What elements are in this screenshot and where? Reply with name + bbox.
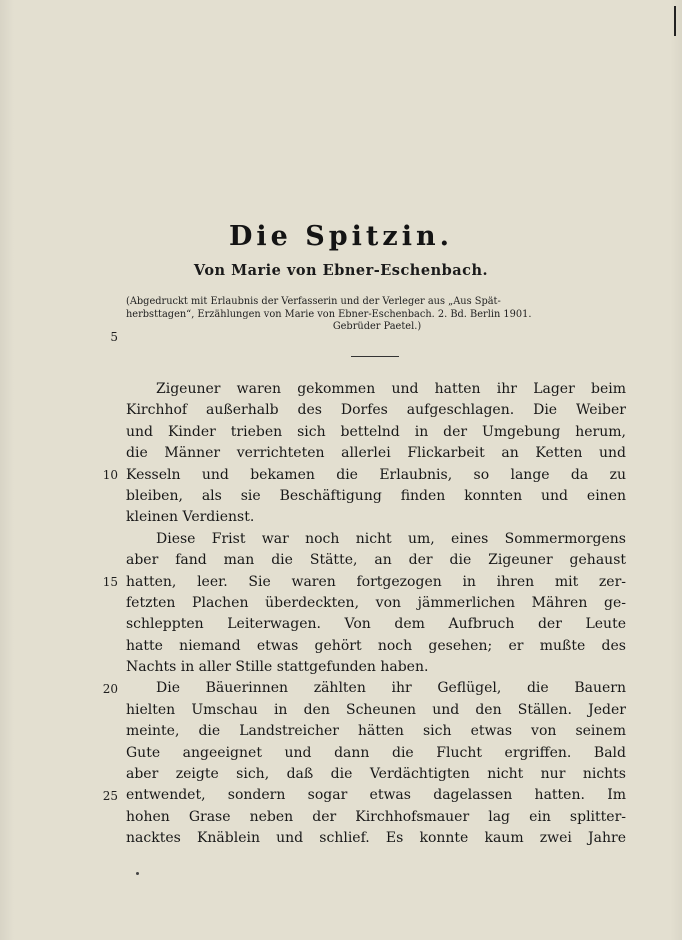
source-note-line: herbsttagen“, Erzählungen von Marie von Ebner-Eschenbach. 2. Bd. Berlin 1901. — [126, 308, 532, 320]
source-note-line: (Abgedruckt mit Erlaubnis der Verfasserin und der Verleger aus „Aus Spät- — [126, 296, 501, 307]
story-author: Von Marie von Ebner-Eschenbach. — [193, 262, 489, 279]
source-note-line: Gebrüder Paetel.) — [332, 321, 422, 332]
ink-speck — [136, 872, 139, 875]
source-note — [126, 296, 628, 334]
story-body — [126, 379, 626, 850]
body-line: aber fand man die Stätte, an der die Zigeuner gehaust — [126, 552, 626, 569]
body-line: aber zeigte sich, daß die Verdächtigten nicht nur nichts — [126, 766, 626, 783]
body-line: Kirchhof außerhalb des Dorfes aufgeschlagen. Die Weiber — [126, 402, 626, 419]
section-rule — [351, 356, 399, 357]
body-line: bleiben, als sie Beschäftigung finden konnten und einen — [126, 487, 626, 504]
body-line: kleinen Verdienst. — [126, 509, 255, 526]
body-line: schleppten Leiterwagen. Von dem Aufbruch der Leute — [126, 616, 626, 633]
body-line: meinte, die Landstreicher hätten sich etwas von seinem — [126, 723, 626, 740]
body-line: Die Bäuerinnen zählten ihr Geflügel, die Bauern — [156, 680, 626, 697]
body-line: und Kinder trieben sich bettelnd in der Umgebung herum, — [126, 423, 626, 440]
body-line: nacktes Knäblein und schlief. Es konnte kaum zwei Jahre — [126, 830, 626, 847]
line-number-10: 10 — [102, 468, 118, 482]
line-number-25: 25 — [102, 789, 118, 803]
body-line: Nachts in aller Stille stattgefunden haben. — [126, 659, 429, 676]
page-edge-mark — [674, 6, 676, 36]
body-line: Zigeuner waren gekommen und hatten ihr Lager beim — [156, 381, 626, 397]
body-line: hohen Grase neben der Kirchhofsmauer lag ein splitter- — [126, 808, 626, 825]
body-line: die Männer verrichteten allerlei Flickarbeit an Ketten und — [126, 445, 626, 462]
body-line: fetzten Plachen überdeckten, von jämmerlichen Mähren ge- — [126, 594, 626, 611]
body-line: hatte niemand etwas gehört noch gesehen; er mußte des — [126, 637, 626, 654]
body-line: hatten, leer. Sie waren fortgezogen in ihren mit zer- — [126, 573, 626, 590]
line-number-15: 15 — [102, 575, 118, 589]
story-title: Die Spitzin. — [229, 221, 453, 252]
body-line: hielten Umschau in den Scheunen und den Ställen. Jeder — [126, 701, 626, 718]
body-line: Kesseln und bekamen die Erlaubnis, so lange da zu — [126, 466, 626, 483]
body-line: Diese Frist war noch nicht um, eines Sommermorgens — [156, 530, 626, 547]
body-line: Gute angeeignet und dann die Flucht ergriffen. Bald — [126, 744, 626, 761]
line-number-5: 5 — [110, 330, 118, 344]
body-line: entwendet, sondern sogar etwas dagelassen hatten. Im — [126, 787, 626, 804]
line-number-20: 20 — [102, 682, 118, 696]
